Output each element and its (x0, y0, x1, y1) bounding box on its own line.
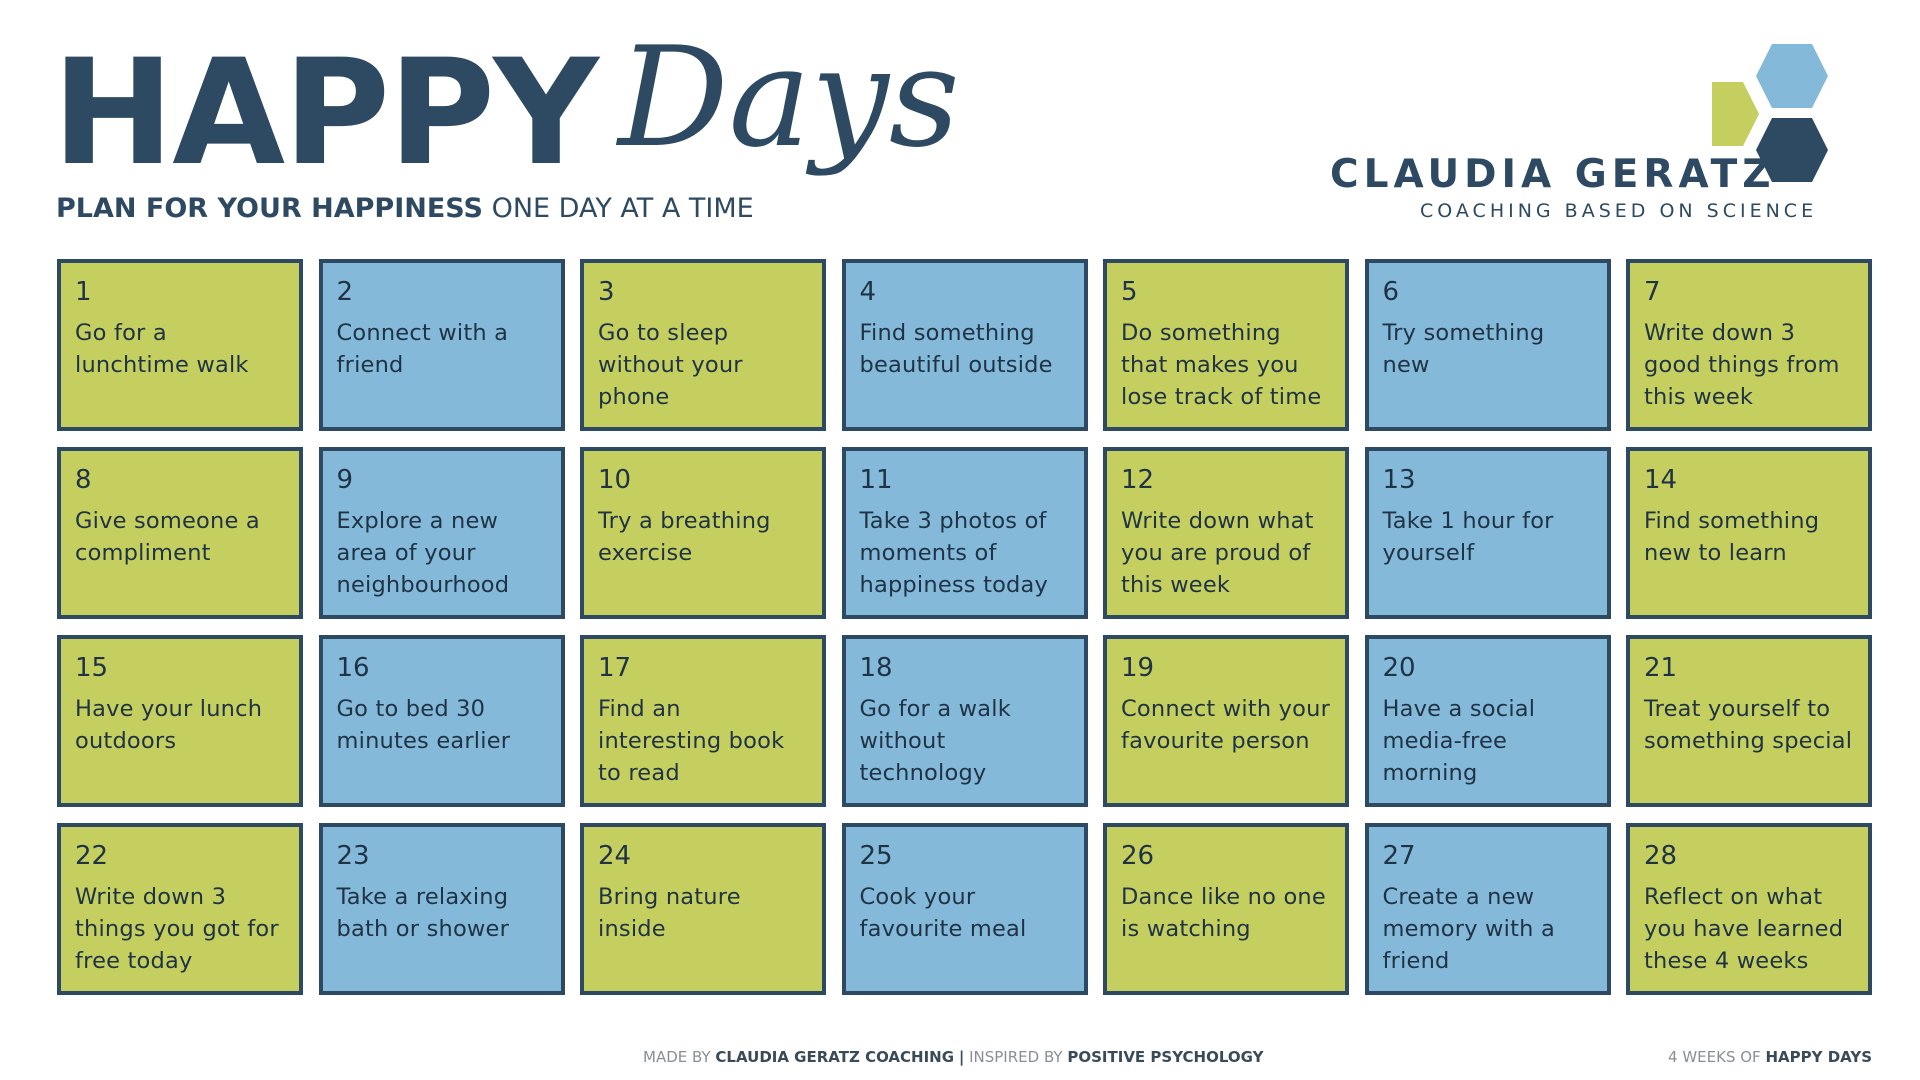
day-activity: Bring nature inside (598, 884, 741, 942)
day-activity: Find something beautiful outside (859, 320, 1053, 378)
day-number: 27 (1382, 841, 1416, 871)
day-card (1103, 447, 1349, 619)
footer-inspired-prefix: INSPIRED BY (969, 1048, 1063, 1066)
day-activity: Go to sleep without your phone (598, 320, 743, 410)
footer-credit (643, 1047, 1263, 1067)
day-card (842, 259, 1088, 431)
day-number: 5 (1121, 277, 1138, 307)
day-activity: Write down 3 good things from this week (1644, 320, 1840, 410)
footer-inspired-name: POSITIVE PSYCHOLOGY (1067, 1048, 1264, 1066)
day-number: 1 (75, 277, 92, 307)
day-number: 26 (1121, 841, 1155, 871)
day-card (580, 447, 826, 619)
day-card (842, 823, 1088, 995)
happy-days-calendar-grid (57, 259, 1872, 995)
page-subtitle (56, 192, 754, 226)
day-card (580, 823, 826, 995)
day-activity: Cook your favourite meal (859, 884, 1027, 942)
day-activity: Take a relaxing bath or shower (336, 884, 510, 942)
day-number: 10 (598, 465, 632, 495)
day-card (57, 823, 303, 995)
day-number: 11 (859, 465, 893, 495)
day-number: 25 (859, 841, 893, 871)
day-card (57, 635, 303, 807)
day-number: 15 (75, 653, 109, 683)
title-days-script: Days (618, 17, 960, 178)
day-card (319, 823, 565, 995)
day-number: 18 (859, 653, 893, 683)
day-activity: Go to bed 30 minutes earlier (336, 696, 511, 754)
day-activity: Go for a lunchtime walk (75, 320, 249, 378)
day-card (1103, 823, 1349, 995)
day-card (1365, 447, 1611, 619)
day-activity: Have a social media-free morning (1382, 696, 1536, 786)
day-number: 24 (598, 841, 632, 871)
day-number: 4 (859, 277, 877, 307)
day-activity: Reflect on what you have learned these 4 weeks (1644, 884, 1844, 974)
day-activity: Write down 3 things you got for free today (75, 884, 279, 974)
day-number: 7 (1644, 277, 1661, 307)
day-card (1365, 823, 1611, 995)
day-activity: Dance like no one is watching (1121, 884, 1326, 942)
footer-weeks-prefix: 4 WEEKS OF (1668, 1048, 1761, 1066)
day-activity: Write down what you are proud of this week (1121, 508, 1314, 598)
day-activity: Go for a walk without technology (859, 696, 1011, 786)
day-card (1626, 447, 1872, 619)
day-activity: Take 3 photos of moments of happiness today (859, 508, 1049, 598)
brand-name: CLAUDIA GERATZ (1330, 152, 1776, 197)
day-activity: Try a breathing exercise (598, 508, 771, 566)
day-card (1626, 635, 1872, 807)
day-number: 21 (1644, 653, 1678, 683)
day-card (1103, 635, 1349, 807)
day-number: 14 (1644, 465, 1678, 495)
footer-separator: | (958, 1048, 965, 1066)
day-number: 16 (336, 653, 370, 683)
day-card (319, 259, 565, 431)
day-activity: Do something that makes you lose track of time (1121, 320, 1322, 410)
day-number: 28 (1644, 841, 1678, 871)
day-activity: Create a new memory with a friend (1382, 884, 1555, 974)
footer-weeks (1668, 1047, 1872, 1067)
day-number: 12 (1121, 465, 1155, 495)
day-card (580, 259, 826, 431)
day-card (57, 447, 303, 619)
day-card (1103, 259, 1349, 431)
day-activity: Connect with your favourite person (1121, 696, 1331, 754)
day-number: 19 (1121, 653, 1155, 683)
day-card (842, 447, 1088, 619)
footer-made-by-name: CLAUDIA GERATZ COACHING (715, 1048, 955, 1066)
day-activity: Explore a new area of your neighbourhood (336, 508, 510, 598)
day-activity: Try something new (1382, 320, 1545, 378)
brand-tagline: COACHING BASED ON SCIENCE (1420, 200, 1818, 222)
day-number: 8 (75, 465, 92, 495)
day-number: 6 (1382, 277, 1400, 307)
hex-blue-shape (1756, 44, 1828, 108)
day-activity: Find an interesting book to read (598, 696, 785, 786)
day-activity: Take 1 hour for yourself (1382, 508, 1554, 566)
day-number: 3 (598, 277, 615, 307)
day-number: 23 (336, 841, 370, 871)
footer-weeks-name: HAPPY DAYS (1765, 1048, 1872, 1066)
day-card (319, 635, 565, 807)
day-number: 20 (1382, 653, 1416, 683)
day-number: 17 (598, 653, 632, 683)
day-card (1365, 259, 1611, 431)
subtitle-bold: PLAN FOR YOUR HAPPINESS (56, 193, 483, 224)
day-number: 2 (336, 277, 354, 307)
day-card (580, 635, 826, 807)
day-activity: Connect with a friend (336, 320, 509, 378)
day-activity: Have your lunch outdoors (75, 696, 263, 754)
day-card (319, 447, 565, 619)
day-card (1365, 635, 1611, 807)
subtitle-light: ONE DAY AT A TIME (491, 193, 754, 224)
day-number: 13 (1382, 465, 1416, 495)
day-number: 22 (75, 841, 109, 871)
day-card (1626, 259, 1872, 431)
day-activity: Find something new to learn (1644, 508, 1820, 566)
day-activity: Treat yourself to something special (1644, 696, 1853, 754)
day-card (57, 259, 303, 431)
day-card (842, 635, 1088, 807)
hex-green-shape (1712, 82, 1759, 146)
day-activity: Give someone a compliment (75, 508, 260, 566)
day-number: 9 (336, 465, 354, 495)
title-happy: HAPPY (52, 28, 597, 198)
footer-made-by-prefix: MADE BY (643, 1048, 711, 1066)
day-card (1626, 823, 1872, 995)
